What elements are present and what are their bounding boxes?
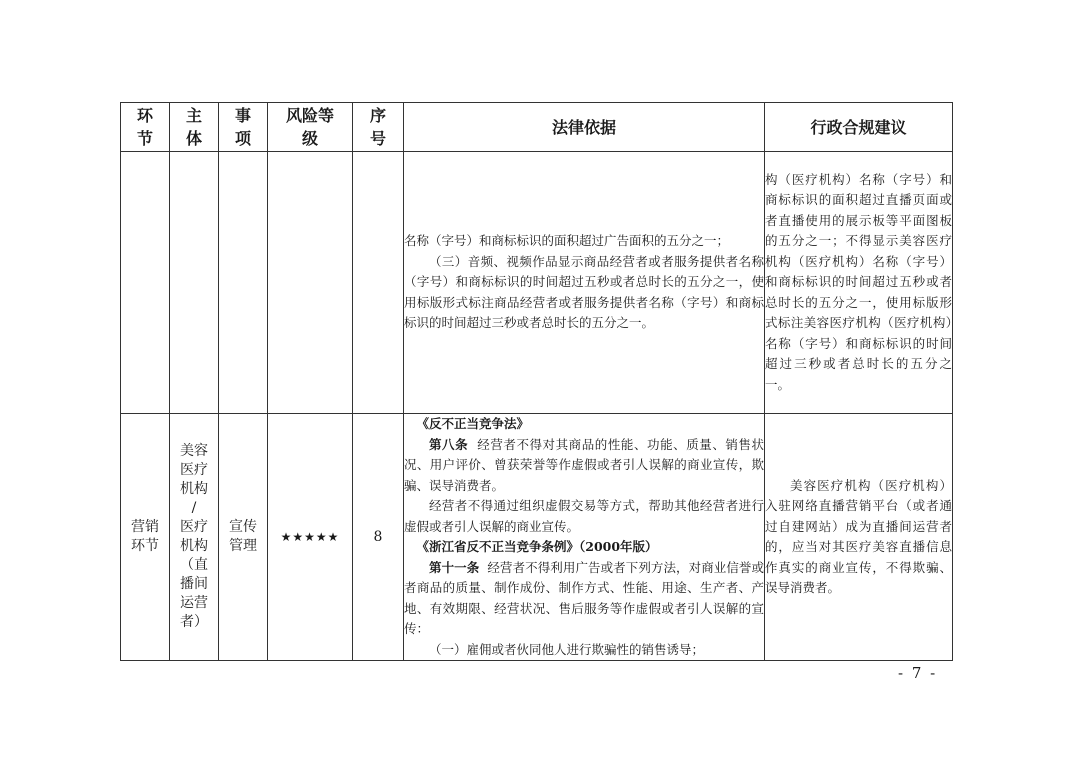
header-seq: 序 号 <box>353 103 404 152</box>
law-title: 《浙江省反不正当竞争条例》（2000年版） <box>416 539 658 554</box>
legal-text: 经营者不得对其商品的性能、功能、质量、销售状况、用户评价、曾获荣誉等作虚假或者引人误解的商业宣传，欺骗、误导消费者。 <box>404 436 764 493</box>
advice-cell <box>765 152 953 414</box>
legal-text: （三）音频、视频作品显示商品经营者或者服务提供者名称（字号）和商标标识的时间超过五秒或者总时长的五分之一，使用标版形式标注商品经营者或者服务提供者名称（字号）和商标标识的时间超过三秒或者总时长的五分之一。 <box>404 253 764 331</box>
legal-text: 经营者不得通过组织虚假交易等方式，帮助其他经营者进行虚假或者引人误解的商业宣传。 <box>404 498 764 534</box>
header-matter: 事 项 <box>219 103 268 152</box>
header-risk-level: 风险等 级 <box>268 103 353 152</box>
header-advice: 行政合规建议 <box>765 103 953 152</box>
cell-empty <box>121 152 170 414</box>
table-row <box>121 152 953 414</box>
header-stage: 环 节 <box>121 103 170 152</box>
header-legal-basis: 法律依据 <box>404 103 765 152</box>
advice-cell <box>765 414 953 661</box>
legal-text: 经营者不得利用广告或者下列方法，对商业信誉或者商品的质量、制作成份、制作方式、性能、用途、生产者、产地、有效期限、经营状况、售后服务等作虚假或者引人误解的宣传： <box>404 559 764 636</box>
subject-cell: 美容 医疗 机构 / 医疗 机构 （直 播间 运营 者） <box>170 414 219 661</box>
legal-basis-cell <box>404 414 765 661</box>
stage-cell: 营销 环节 <box>121 414 170 661</box>
compliance-table <box>120 102 953 661</box>
header-subject: 主 体 <box>170 103 219 152</box>
legal-basis-cell <box>404 152 765 414</box>
seq-number: 8 <box>353 414 404 661</box>
cell-empty <box>219 152 268 414</box>
page-number: - 7 - <box>898 664 938 682</box>
matter-cell: 宣传 管理 <box>219 414 268 661</box>
article-heading: 第十一条 <box>429 559 480 575</box>
cell-empty <box>170 152 219 414</box>
legal-text: （一）雇佣或者伙同他人进行欺骗性的销售诱导； <box>429 641 705 657</box>
legal-text: 名称（字号）和商标标识的面积超过广告面积的五分之一； <box>404 233 730 249</box>
table-header-row <box>121 103 953 152</box>
law-title: 《反不正当竞争法》 <box>416 416 530 431</box>
article-heading: 第八条 <box>429 436 469 452</box>
cell-empty <box>353 152 404 414</box>
advice-text: 美容医疗机构（医疗机构）入驻网络直播营销平台（或者通过自建网站）成为直播间运营者的，应当对其医疗美容直播信息作真实的商业宣传，不得欺骗、误导消费者。 <box>765 477 952 595</box>
advice-text: 构（医疗机构）名称（字号）和商标标识的面积超过直播页面或者直播使用的展示板等平面图板的五分之一；不得显示美容医疗机构（医疗机构）名称（字号）和商标标识的时间超过五秒或者总时长的五分之一，使用标版形式标注美容医疗机构（医疗机构）名称（字号）和商标标识的时间超过三秒或者总时长的五分之一。 <box>765 171 952 392</box>
cell-empty <box>268 152 353 414</box>
risk-stars: ★★★★★ <box>268 414 353 661</box>
table-row <box>121 414 953 661</box>
